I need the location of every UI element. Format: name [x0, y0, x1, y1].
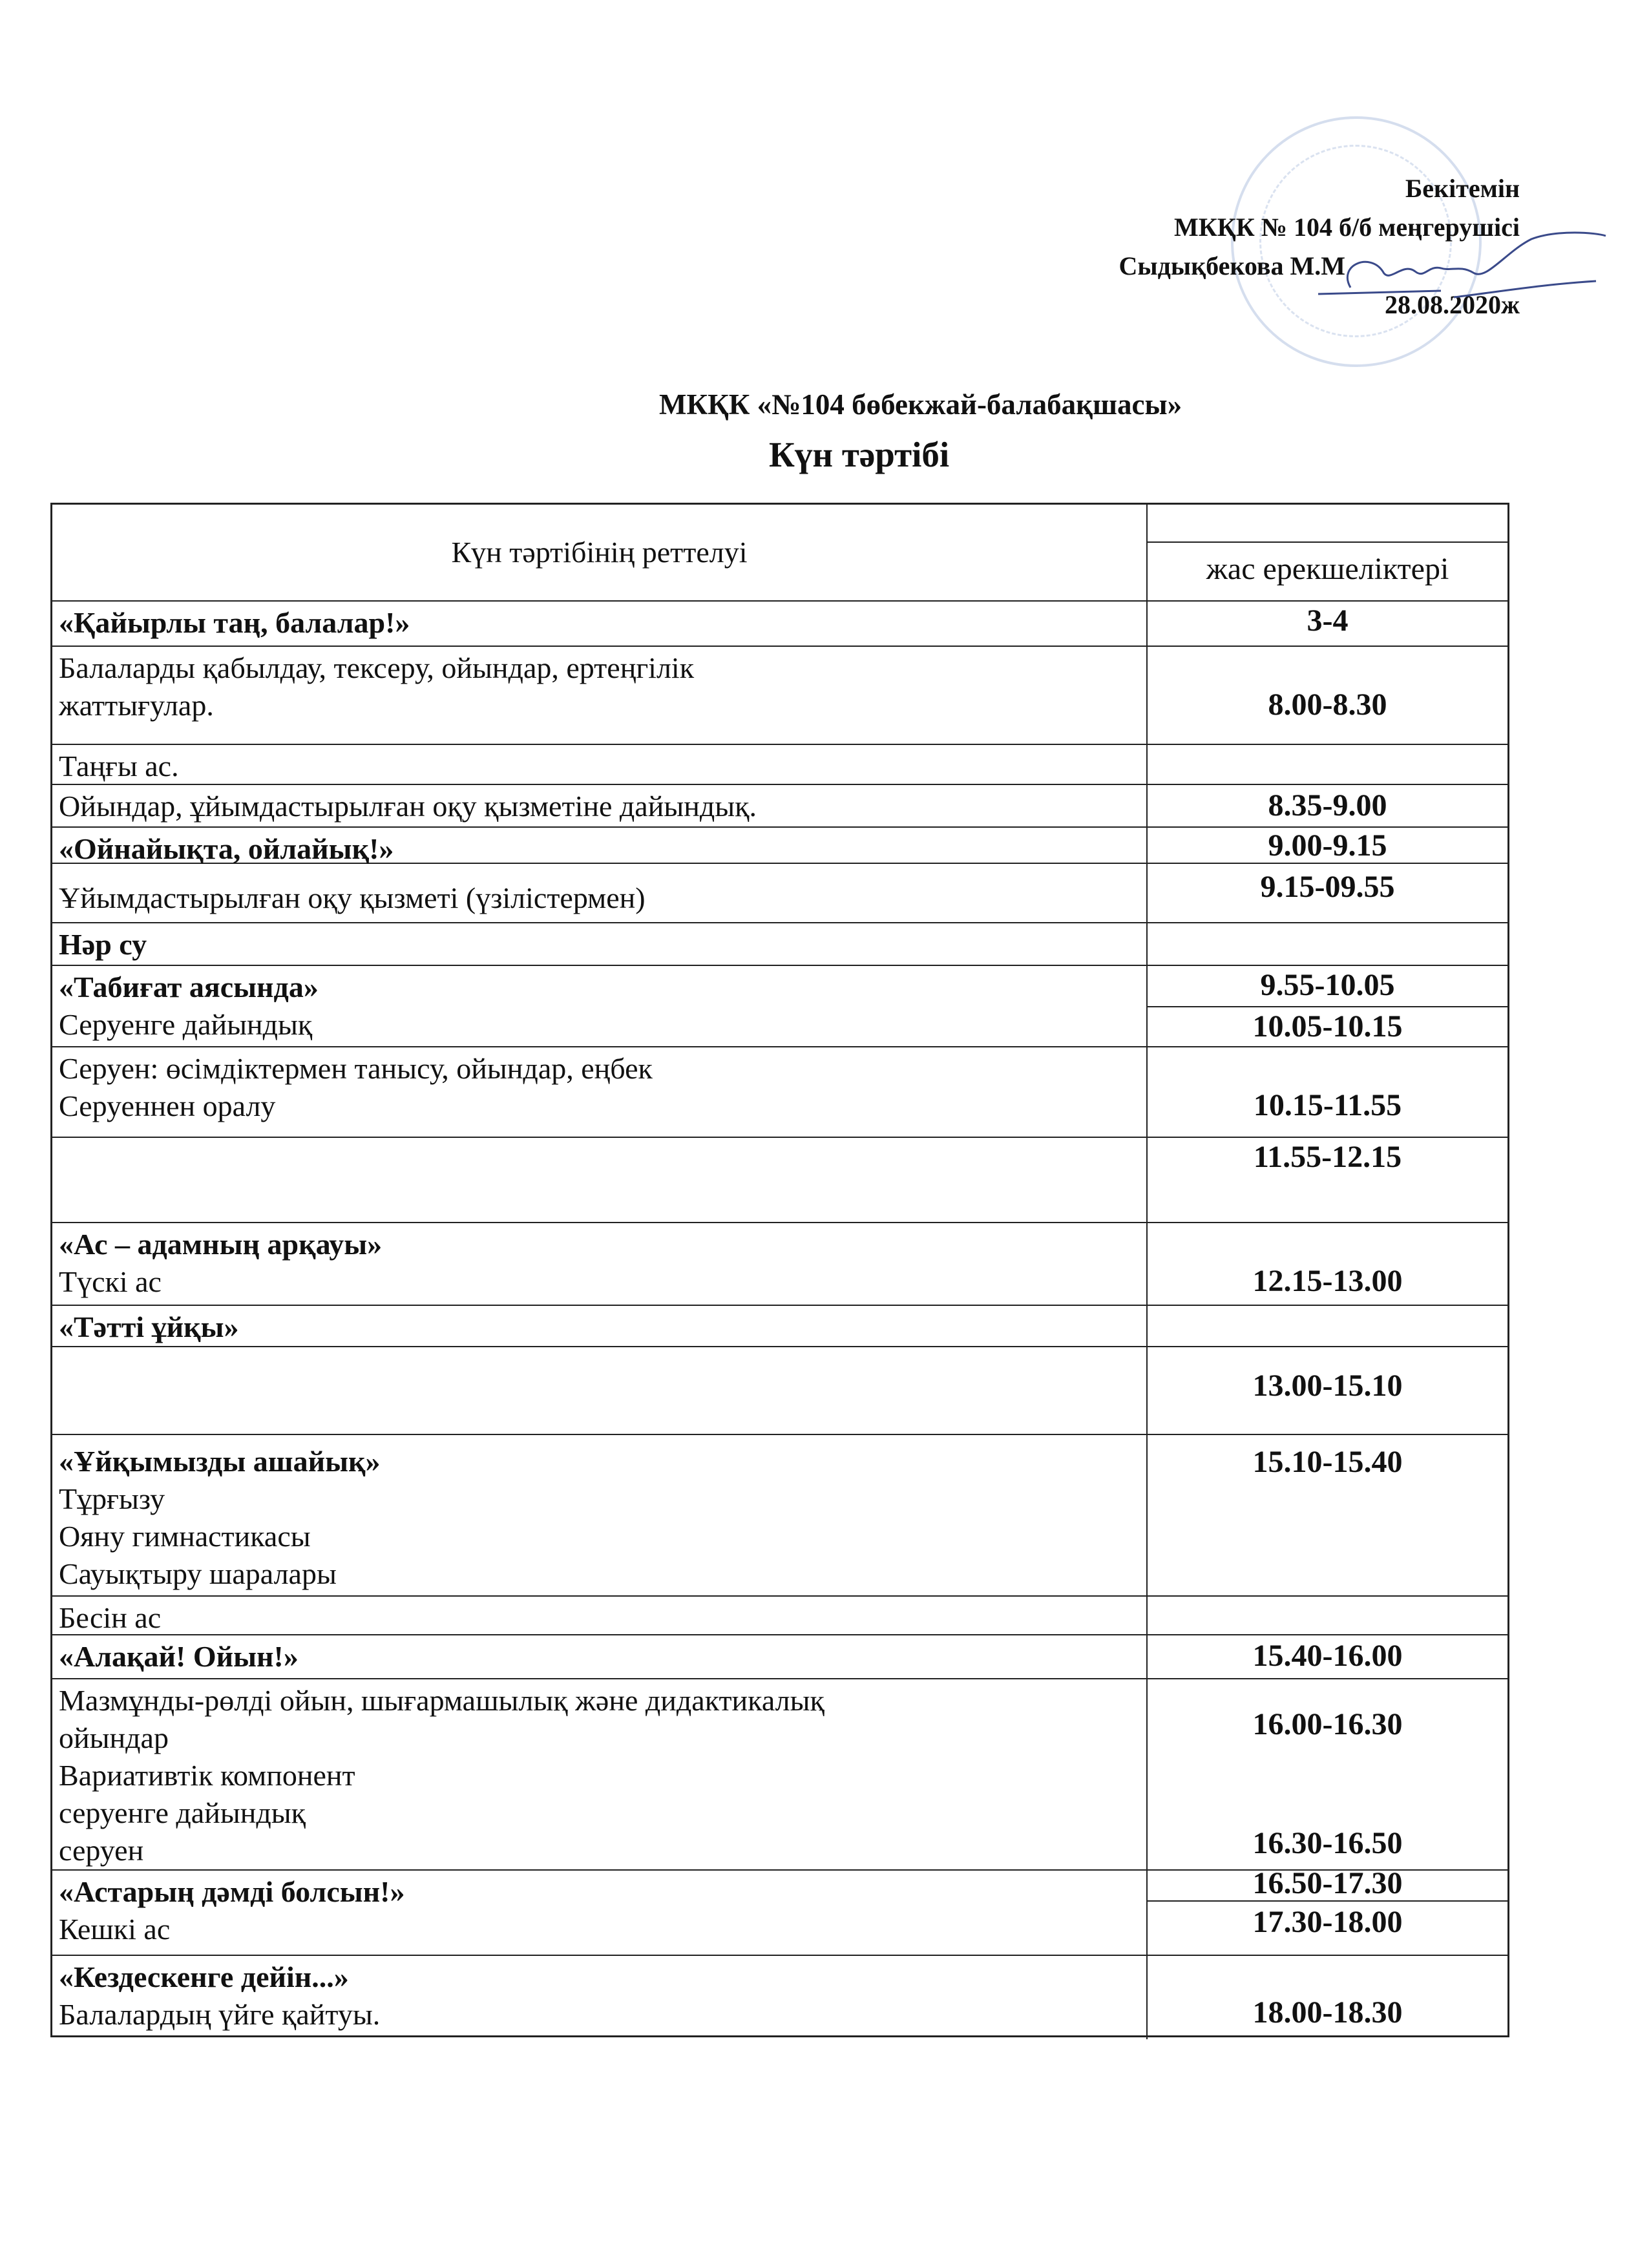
table-row: [52, 1223, 1507, 1306]
row-label: Сауықтыру шаралары: [59, 1557, 337, 1590]
time-value: 16.00-16.30: [1252, 1707, 1403, 1741]
time-value: 8.00-8.30: [1268, 688, 1387, 722]
row-label: Балалардың үйге қайтуы.: [59, 1998, 381, 2031]
table-row: [52, 828, 1507, 864]
row-label: «Ас – адамның арқауы»: [59, 1228, 383, 1261]
row-label: серуен: [59, 1834, 144, 1867]
row-label: серуенге дайындық: [59, 1796, 306, 1829]
table-row: [52, 785, 1507, 828]
time-value: 15.10-15.40: [1252, 1445, 1403, 1479]
table-row: [52, 1306, 1507, 1347]
table-row: [52, 966, 1507, 1047]
document-title: Күн тәртібі: [769, 435, 950, 474]
time-value: 16.30-16.50: [1252, 1826, 1403, 1860]
column-header-age-label: жас ерекшеліктері: [1206, 552, 1449, 586]
table-row: [52, 1597, 1507, 1635]
table-row: [52, 647, 1507, 745]
row-label: «Қайырлы таң, балалар!»: [59, 606, 410, 639]
row-label: ойындар: [59, 1721, 169, 1754]
table-row: [52, 1635, 1507, 1679]
schedule-table: [50, 503, 1509, 2037]
time-value: 13.00-15.10: [1252, 1369, 1403, 1403]
approval-line-3: Сыдықбекова М.М: [1119, 251, 1345, 280]
time-value: 16.50-17.30: [1252, 1866, 1403, 1900]
row-label: жаттығулар.: [59, 689, 214, 722]
row-label: Түскі ас: [59, 1265, 162, 1298]
row-label: «Ұйқымызды ашайық»: [59, 1445, 381, 1478]
row-label: Ұйымдастырылған оқу қызметі (үзілістермен): [59, 881, 646, 914]
row-label: Таңғы ас.: [59, 750, 179, 782]
table-row: [52, 1347, 1507, 1435]
time-value: 8.35-9.00: [1268, 788, 1387, 823]
time-value: 9.00-9.15: [1268, 828, 1387, 863]
table-row: [52, 1047, 1507, 1138]
signature: [1312, 226, 1615, 317]
age-group-value: 3-4: [1307, 604, 1349, 638]
time-value: 9.55-10.05: [1260, 968, 1395, 1002]
time-value: 17.30-18.00: [1252, 1905, 1403, 1939]
row-label: Бесін ас: [59, 1601, 162, 1634]
row-label: Тұрғызу: [59, 1482, 165, 1515]
column-header-activity-label: Күн тәртібінің реттелуі: [451, 536, 748, 569]
column-header-activity: [52, 505, 1148, 600]
time-value: 10.15-11.55: [1253, 1088, 1402, 1122]
table-row: [52, 1956, 1507, 2039]
row-label: Балаларды қабылдау, тексеру, ойындар, ертеңгілік: [59, 651, 695, 684]
row-label: «Астарың дәмді болсын!»: [59, 1875, 405, 1908]
table-row: [52, 923, 1507, 966]
row-label: Ойындар, ұйымдастырылған оқу қызметіне дайындық.: [59, 790, 757, 823]
row-label: Серуен: өсімдіктермен танысу, ойындар, еңбек: [59, 1052, 653, 1085]
table-row: [52, 864, 1507, 923]
column-header-age: [1148, 505, 1507, 600]
row-label: Серуеннен оралу: [59, 1089, 276, 1122]
row-label: «Табиғат аясында»: [59, 971, 319, 1003]
time-value: 9.15-09.55: [1260, 870, 1395, 904]
approval-line-1: Бекітемін: [1405, 174, 1520, 203]
row-label: «Алақай! Ойын!»: [59, 1640, 299, 1673]
table-header-row: [52, 505, 1507, 602]
table-row: [52, 1435, 1507, 1597]
time-value: 18.00-18.30: [1252, 1995, 1403, 2030]
organization-title: МКҚК «№104 бөбекжай-балабақшасы»: [659, 388, 1182, 421]
table-row: [52, 1866, 1507, 1956]
row-label: Нәр су: [59, 928, 147, 961]
row-label: Мазмұнды-рөлді ойын, шығармашылық және дидактикалық: [59, 1684, 824, 1717]
row-label: Серуенге дайындық: [59, 1008, 313, 1041]
row-label: «Ойнайықта, ойлайық!»: [59, 832, 394, 865]
table-row: [52, 602, 1507, 647]
time-value: 11.55-12.15: [1253, 1140, 1402, 1174]
row-label: «Тәтті ұйқы»: [59, 1310, 239, 1343]
row-label: «Кездескенге дейін...»: [59, 1960, 349, 1993]
row-label: Кешкі ас: [59, 1913, 171, 1946]
row-label: Вариативтік компонент: [59, 1759, 355, 1792]
time-value: 12.15-13.00: [1252, 1264, 1403, 1298]
row-label: Ояну гимнастикасы: [59, 1520, 311, 1553]
table-row: [52, 1679, 1507, 1871]
time-value: 10.05-10.15: [1252, 1009, 1403, 1044]
approval-date: 28.08.2020ж: [1384, 290, 1520, 319]
table-row: [52, 745, 1507, 785]
approval-line-2: МКҚК № 104 б/б меңгерушісі: [1174, 213, 1520, 242]
time-value: 15.40-16.00: [1252, 1639, 1403, 1673]
table-row: [52, 1138, 1507, 1223]
